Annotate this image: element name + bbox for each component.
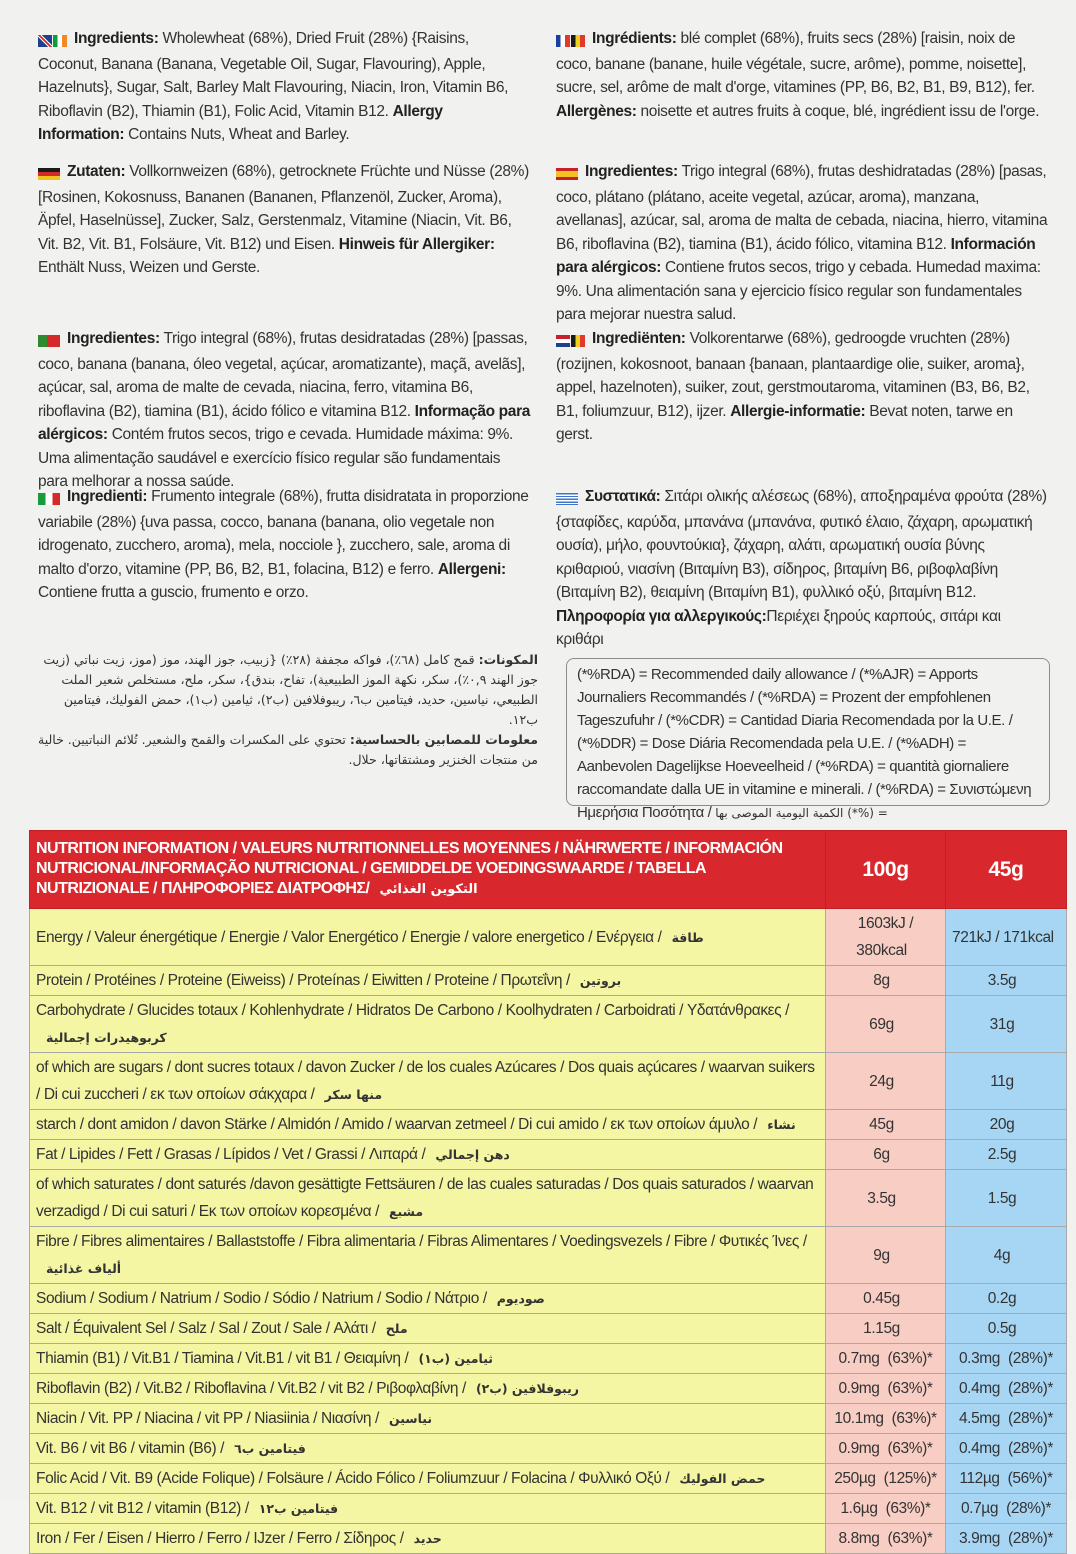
- value-45g-cell: [946, 909, 1067, 966]
- ingredients-text-el: Σιτάρι ολικής αλέσεως (68%), αποξηραμένα φρούτα (28%) {σταφίδες, καρύδα, μπανάνα (μπανάνα, φυτικό έλαιο, ζάχαρη, αρωματική ουσία), μήλο, φουντούκια}, ζάχαρη, αλάτι, αρωματική ουσία βύνης κριθαριού, νιασίνη (Βιταμίνη B3), σίδηρος, βιταμίνη B6, ριβοφλαβίνη (Βιταμίνη B2), θειαμίνη (Βιταμίνη B1), φυλλικό οξύ, βιταμίνη B12.: [556, 488, 1047, 601]
- allergy-text-es: Contiene frutos secos, trigo y cebada. Humedad maxima: 9%. Una alimentación sana y ejercicio físico regular son fundamentales para mejorar nuestra salud.: [556, 259, 1041, 323]
- value-100g: 0.9mg: [838, 1440, 880, 1457]
- nutrient-label: Riboflavin (B2) / Vit.B2 / Riboflavina / Vit.B2 / vit B2 / Ριβοφλαβίνη /: [36, 1380, 466, 1397]
- ingredients-heading-el: Συστατικά:: [585, 488, 661, 505]
- nutrient-label-cell: [30, 1344, 826, 1374]
- rda-100g: (63%)*: [887, 1530, 933, 1547]
- nutrient-label-cell: [30, 1524, 826, 1554]
- value-100g-cell: [826, 1434, 946, 1464]
- value-100g-cell: [826, 1464, 946, 1494]
- value-45g: 112µg: [959, 1470, 1000, 1487]
- rda-45g: (28%)*: [1008, 1530, 1054, 1547]
- value-45g: 0.4mg: [958, 1380, 1001, 1397]
- nutrition-table: [29, 830, 1067, 1554]
- nutrient-label: Fat / Lipides / Fett / Grasas / Lípidos / Vet / Grassi / Λιπαρά /: [36, 1146, 426, 1163]
- allergy-heading-de: Hinweis für Allergiker:: [338, 235, 495, 253]
- value-45g-cell: [946, 1284, 1067, 1314]
- value-45g: 0.5g: [987, 1320, 1017, 1337]
- value-45g: 0.3mg: [958, 1350, 1001, 1367]
- nutrient-label: Energy / Valeur énergétique / Energie / Valor Energético / Energie / valore energetico / Ενέργεια /: [36, 928, 662, 946]
- value-100g-cell: [826, 1227, 946, 1284]
- allergy-text-en: Contains Nuts, Wheat and Barley.: [124, 126, 350, 143]
- nutrition-header-text: NUTRITION INFORMATION / VALEURS NUTRITIONNELLES MOYENNES / NÄHRWERTE / INFORMACIÓN NUTRICIONAL/INFORMAÇÃO NUTRICIONAL / GEMIDDELDE VOEDINGSWAARDE / TABELLA NUTRIZIONALE / ΠΛΗΡΟΦΟΡΙΕΣ ΔΙΑΤΡΟΦΗΣ/: [36, 840, 783, 897]
- value-100g: 8g: [873, 972, 890, 989]
- allergy-text-fr: noisette et autres fruits à coque, blé, ingrédient issu de l'orge.: [636, 102, 1040, 120]
- nutrition-header-title: [30, 831, 826, 909]
- rda-45g: (28%)*: [1008, 1440, 1054, 1457]
- ingredients-heading-nl: Ingrediënten:: [592, 330, 686, 347]
- nutrient-label: Iron / Fer / Eisen / Hierro / Ferro / IJzer / Ferro / Σίδηρος /: [36, 1530, 404, 1547]
- rda-45g: (28%)*: [1008, 1350, 1054, 1367]
- allergy-heading-fr: Allergènes:: [556, 102, 637, 120]
- ingredients-spanish: [556, 160, 1052, 327]
- nutrient-label-arabic: ألياف غذائية: [46, 1261, 122, 1276]
- nutrient-label-cell: [30, 1434, 826, 1464]
- nutrient-label-arabic: ثيامين (ب١): [418, 1351, 494, 1366]
- value-45g-cell: [946, 1434, 1067, 1464]
- value-100g-cell: [826, 1494, 946, 1524]
- allergy-heading-it: Allergeni:: [437, 560, 506, 578]
- nutrient-label-cell: [30, 1227, 826, 1284]
- ingredients-text-es: Trigo integral (68%), frutas deshidratadas (28%) [pasas, coco, plátano (plátano, aceite vegetal, azúcar, aroma), manzana, avellanas], azúcar, sal, aroma de malta de cebada, niacina, hierro, vitamina B6, riboflavina (B2), tiamina (B1), ácido fólico, vitamina B12.: [556, 163, 1048, 253]
- spain-flag-icon: [556, 162, 579, 186]
- value-45g-cell: [946, 1374, 1067, 1404]
- value-100g: 250µg: [834, 1470, 876, 1487]
- value-100g-cell: [826, 1344, 946, 1374]
- value-45g-cell: [946, 1170, 1067, 1227]
- nutrient-label-cell: [30, 1404, 826, 1434]
- value-45g-cell: [946, 1464, 1067, 1494]
- allergy-text-nl: Bevat noten, tarwe en gerst.: [556, 402, 1013, 443]
- ingredients-heading-fr: Ingrédients:: [592, 30, 677, 47]
- nutrient-label-cell: [30, 909, 826, 966]
- value-45g: 0.2g: [987, 1290, 1017, 1307]
- value-100g: 10.1mg: [834, 1410, 884, 1427]
- nutrient-label-cell: [30, 1140, 826, 1170]
- value-100g-cell: [826, 966, 946, 996]
- table-row: [30, 1344, 1067, 1374]
- greece-flag-icon: [556, 487, 579, 511]
- allergy-text-it: Contiene frutta a guscio, frumento e orzo.: [38, 584, 309, 601]
- value-100g: 1603kJ / 380kcal: [856, 915, 914, 959]
- value-45g-cell: [946, 1110, 1067, 1140]
- value-100g: 9g: [873, 1246, 890, 1264]
- ingredients-text-de: Vollkornweizen (68%), getrocknete Früchte und Nüsse (28%) [Rosinen, Kokosnuss, Bananen (Bananen, Pflanzenöl, Zucker, Aroma), Äpfel, Haselnüsse], Zucker, Salz, Gerstenmalz, Vitamine (Niacin, Vit. B6, Vit. B2, Vit. B1, Folsäure, Vit. B12) und Eisen.: [38, 163, 529, 253]
- rda-100g: (63%)*: [885, 1500, 931, 1517]
- value-100g-cell: [826, 1404, 946, 1434]
- value-45g: 31g: [989, 1015, 1015, 1033]
- portugal-flag-icon: [38, 329, 61, 353]
- nutrient-label-cell: [30, 1284, 826, 1314]
- value-100g: 6g: [873, 1146, 890, 1163]
- table-row: [30, 1524, 1067, 1554]
- allergy-text-ar: تحتوي على المكسرات والقمح والشعير. تُلائم النباتيين. خالية من منتجات الخنزير ومشتقاتها، حلال.: [38, 732, 538, 767]
- table-row: [30, 1170, 1067, 1227]
- value-45g: 2.5g: [987, 1146, 1017, 1163]
- value-45g: 721kJ / 171kcal: [952, 928, 1054, 946]
- nutrient-label: of which are sugars / dont sucres totaux / davon Zucker / de los cuales Azúcares / Dos quais açúcares / waarvan suikers / Di cui zuccheri / εκ των οποίων σάκχαρα /: [36, 1059, 815, 1103]
- nutrient-label-arabic: فيتامين ب٦: [234, 1441, 306, 1456]
- italy-flag-icon: [38, 487, 61, 511]
- allergy-text-de: Enthält Nuss, Weizen und Gerste.: [38, 259, 260, 276]
- nutrient-label-arabic: طاقة: [671, 929, 704, 945]
- nutrient-label-arabic: دهن إجمالي: [435, 1147, 510, 1162]
- nutrient-label-cell: [30, 1494, 826, 1524]
- nutrient-label-arabic: صوديوم: [496, 1291, 545, 1306]
- value-45g-cell: [946, 996, 1067, 1053]
- allergy-heading-nl: Allergie-informatie:: [730, 402, 866, 420]
- allergy-heading-el: Πληροφορία για αλλεργικούς:: [556, 607, 767, 625]
- value-100g: 8.8mg: [838, 1530, 880, 1547]
- table-row: [30, 1464, 1067, 1494]
- nutrient-label: Thiamin (B1) / Vit.B1 / Tiamina / Vit.B1 / vit B1 / Θειαμίνη /: [36, 1350, 409, 1367]
- value-45g: 20g: [989, 1116, 1015, 1133]
- table-row: [30, 909, 1067, 966]
- value-45g: 1.5g: [987, 1189, 1017, 1207]
- value-45g: 3.9mg: [958, 1530, 1001, 1547]
- table-row: [30, 1227, 1067, 1284]
- france-belgium-flag-icon: [556, 29, 586, 53]
- column-header-100g: 100g: [826, 831, 946, 909]
- nutrient-label-cell: [30, 1374, 826, 1404]
- ingredients-french: [556, 27, 1052, 123]
- rda-45g: (28%)*: [1006, 1500, 1052, 1517]
- rda-100g: (125%)*: [883, 1470, 937, 1487]
- nutrient-label-arabic: حمض الفوليك: [679, 1471, 766, 1486]
- value-45g: 0.7µg: [960, 1500, 999, 1517]
- ingredients-text-it: Frumento integrale (68%), frutta disidratata in proporzione variabile (28%) {uva passa, cocco, banana (banana, olio vegetale non idrogenato, zucchero, aroma), mela, nocciole }, zucchero, sale, aroma di malto d'orzo, vitamine (PP, B6, B2, B1, folacina, B12) e ferro.: [38, 488, 529, 578]
- nutrient-label: Fibre / Fibres alimentaires / Ballaststoffe / Fibra alimentaria / Fibras Alimentares / Voedingsvezels / Fibre / Φυτικές Ίνες /: [36, 1233, 807, 1250]
- nutrient-label: Vit. B6 / vit B6 / vitamin (B6) /: [36, 1440, 225, 1457]
- value-100g-cell: [826, 1524, 946, 1554]
- nutrient-label: Vit. B12 / vit B12 / vitamin (B12) /: [36, 1500, 249, 1517]
- nutrient-label-arabic: ريبوفلافين (ب٢): [475, 1381, 579, 1396]
- nutrient-label-cell: [30, 1110, 826, 1140]
- ingredients-portuguese: [38, 327, 532, 494]
- value-45g-cell: [946, 966, 1067, 996]
- table-row: [30, 1404, 1067, 1434]
- allergy-heading-en: Allergy Information:: [38, 102, 443, 143]
- ingredients-text-ar: قمح كامل (٦٨٪)، فواكه مجففة (٢٨٪) {زبيب، جوز الهند، موز (موز، زيت نباتي (زيت جوز الهند ٠,٩٪)، سكر، نكهة الموز الطبيعية)، تفاح، بندق}، سكر، ملح، مستخلص شعير الملت الطبيعي، نياسين، حديد، فيتامين ب٦، ريبوفلافين (ب٢)، ثيامين (ب١)، حمض الفوليك، فيتامين ب١٢.: [43, 652, 538, 727]
- value-100g-cell: [826, 1374, 946, 1404]
- value-100g-cell: [826, 1053, 946, 1110]
- ingredients-italian: [38, 485, 532, 605]
- uk-flag-icon: [38, 29, 68, 53]
- nutrition-header-arabic: التكوين الغذائي: [379, 882, 478, 897]
- table-row: [30, 1314, 1067, 1344]
- nutrient-label: Protein / Protéines / Proteine (Eiweiss) / Proteínas / Eiwitten / Proteine / Πρωτεΐνη /: [36, 972, 570, 989]
- allergy-heading-pt: Informação para alérgicos:: [38, 402, 531, 443]
- ingredients-english: [38, 27, 532, 147]
- ingredients-arabic: [38, 650, 538, 770]
- table-row: [30, 1140, 1067, 1170]
- value-45g: 11g: [990, 1072, 1014, 1090]
- allergy-text-pt: Contém frutos secos, trigo e cevada. Humidade máxima: 9%. Uma alimentação saudável e exercício físico regular são fundamentais para melhorar a nossa saúde.: [38, 426, 514, 490]
- ingredients-heading-pt: Ingredientes:: [67, 330, 160, 347]
- value-100g-cell: [826, 1170, 946, 1227]
- ingredients-text-nl: Volkorentarwe (68%), gedroogde vruchten (28%) (rozijnen, kokosnoot, banaan {banaan, plantaardige olie, suiker, aroma}, appel, hazelnoten), suiker, zout, gerstmoutaroma, vitaminen (B3, B6, B2, B1, foliumzuur, B12), ijzer.: [556, 330, 1030, 420]
- ingredients-dutch: [556, 327, 1052, 447]
- table-row: [30, 1053, 1067, 1110]
- rda-45g: (56%)*: [1007, 1470, 1053, 1487]
- value-100g: 0.45g: [863, 1290, 900, 1307]
- value-45g-cell: [946, 1140, 1067, 1170]
- ingredients-text-pt: Trigo integral (68%), frutas desidratadas (28%) [passas, coco, banana (banana, óleo vegetal, açúcar, aromatizante), maçã, avelãs], açúcar, sal, aroma de malte de cevada, niacina, ferro, vitamina B6, riboflavina (B2), tiamina (B1), ácido fólico e vitamina B12.: [38, 330, 528, 420]
- nutrient-label: of which saturates / dont saturés /davon gesättigte Fettsäuren / de las cuales saturadas / Dos quais saturados / waarvan verzadigd / Di cui saturi / Εκ των οποίων κορεσμένα /: [36, 1176, 814, 1220]
- value-100g-cell: [826, 1140, 946, 1170]
- nutrient-label-cell: [30, 966, 826, 996]
- value-100g: 3.5g: [867, 1189, 896, 1207]
- nutrient-label: Carbohydrate / Glucides totaux / Kohlenhydrate / Hidratos De Carbono / Koolhydraten / Carboidrati / Υδατάνθρακες /: [36, 1002, 790, 1019]
- table-row: [30, 966, 1067, 996]
- table-row: [30, 1110, 1067, 1140]
- value-100g-cell: [826, 1110, 946, 1140]
- rda-note-box: [566, 658, 1050, 821]
- ingredients-heading-en: Ingredients:: [74, 30, 159, 47]
- value-45g-cell: [946, 1314, 1067, 1344]
- table-row: [30, 996, 1067, 1053]
- rda-100g: (63%)*: [887, 1380, 933, 1397]
- value-100g: 0.7mg: [838, 1350, 880, 1367]
- ingredients-text-en: Wholewheat (68%), Dried Fruit (28%) {Raisins, Coconut, Banana (Banana, Vegetable Oil, Sugar, Flavouring), Apple, Hazelnuts}, Sugar, Salt, Barley Malt Flavouring, Niacin, Iron, Vitamin B6, Riboflavin (B2), Thiamin (B1), Folic Acid, Vitamin B12.: [38, 30, 509, 120]
- value-45g-cell: [946, 1404, 1067, 1434]
- nutrient-label: Sodium / Sodium / Natrium / Sodio / Sódio / Natrium / Sodio / Νάτριο /: [36, 1290, 487, 1307]
- rda-100g: (63%)*: [891, 1410, 937, 1427]
- value-100g: 24g: [869, 1072, 894, 1090]
- table-row: [30, 1434, 1067, 1464]
- nutrient-label: Folic Acid / Vit. B9 (Acide Folique) / Folsäure / Ácido Fólico / Foliumzuur / Folacina / Φυλλικό Οξύ /: [36, 1470, 670, 1487]
- allergy-text-el: Περιέχει ξηρούς καρπούς, σιτάρι και κριθάρι: [556, 607, 1001, 648]
- nutrient-label-cell: [30, 1170, 826, 1227]
- nutrient-label-arabic: منها سكر: [324, 1087, 383, 1102]
- rda-100g: (63%)*: [887, 1350, 933, 1367]
- table-row: [30, 1284, 1067, 1314]
- rda-100g: (63%)*: [887, 1440, 933, 1457]
- value-45g-cell: [946, 1053, 1067, 1110]
- column-header-45g: 45g: [946, 831, 1067, 909]
- germany-flag-icon: [38, 162, 61, 186]
- ingredients-heading-de: Zutaten:: [67, 163, 126, 180]
- value-45g: 0.4mg: [958, 1440, 1001, 1457]
- nutrient-label-arabic: نياسين: [388, 1411, 433, 1426]
- nutrient-label: Salt / Équivalent Sel / Salz / Sal / Zout / Sale / Αλάτι /: [36, 1320, 376, 1337]
- allergy-heading-es: Información para alérgicos:: [556, 235, 1036, 276]
- value-45g: 4g: [993, 1246, 1011, 1264]
- nutrient-label-arabic: كربوهيدرات إجمالية: [46, 1030, 167, 1045]
- nutrient-label-arabic: بروتين: [579, 973, 622, 988]
- nutrient-label-cell: [30, 1314, 826, 1344]
- nutrient-label-cell: [30, 1464, 826, 1494]
- nutrient-label: starch / dont amidon / davon Stärke / Almidón / Amido / waarvan zetmeel / Di cui amido / εκ των οποίων άμυλο /: [36, 1116, 758, 1133]
- value-45g: 4.5mg: [958, 1410, 1001, 1427]
- netherlands-belgium-flag-icon: [556, 329, 586, 353]
- value-100g: 0.9mg: [838, 1380, 880, 1397]
- value-100g: 69g: [869, 1015, 894, 1033]
- nutrient-label-cell: [30, 996, 826, 1053]
- value-45g: 3.5g: [987, 972, 1017, 989]
- value-100g-cell: [826, 996, 946, 1053]
- nutrient-label-cell: [30, 1053, 826, 1110]
- value-100g: 1.6µg: [840, 1500, 878, 1517]
- nutrient-label: Niacin / Vit. PP / Niacina / vit PP / Niasiinia / Νιασίνη /: [36, 1410, 379, 1427]
- value-100g-cell: [826, 1284, 946, 1314]
- value-100g-cell: [826, 1314, 946, 1344]
- ingredients-text-fr: blé complet (68%), fruits secs (28%) [raisin, noix de coco, banane (banane, huile végétale, sucre, arôme), pomme, noisette], sucre, sel, arôme de malt d'orge, vitamines (PP, B6, B2, B1, B9, B12), fer.: [556, 30, 1035, 96]
- value-45g-cell: [946, 1524, 1067, 1554]
- ingredients-heading-es: Ingredientes:: [585, 163, 678, 180]
- ingredients-heading-it: Ingredienti:: [67, 488, 148, 505]
- value-45g-cell: [946, 1227, 1067, 1284]
- value-45g-cell: [946, 1344, 1067, 1374]
- nutrient-label-arabic: فيتامين ب١٢: [258, 1501, 339, 1516]
- rda-note-text: (*%RDA) = Recommended daily allowance / (*%AJR) = Apports Journaliers Recommandés / (*%RDA) = Prozent der empfohlenen Tageszufuhr / (*%CDR) = Cantidad Diaria Recomendada por la U.E. / (*%DDR) = Dose Diária Recomendada pela U.E. / (*%ADH) = Aanbevolen Dagelijkse Hoeveelheid / (*%RDA) = quantità giornaliere raccomandate dalla UE in vitamine e minerali. / (*%RDA) = Συνιστώμενη Ημερήσια Ποσότητα /: [577, 666, 1032, 821]
- nutrient-label-arabic: مشبع: [389, 1204, 424, 1219]
- value-100g: 45g: [869, 1116, 894, 1133]
- value-100g-cell: [826, 909, 946, 966]
- ingredients-greek: [556, 485, 1052, 652]
- nutrient-label-arabic: حديد: [413, 1531, 442, 1546]
- nutrition-header-row: [30, 831, 1067, 909]
- allergy-heading-ar: معلومات للمصابين بالحساسية:: [349, 732, 538, 747]
- table-row: [30, 1374, 1067, 1404]
- value-100g: 1.15g: [863, 1320, 900, 1337]
- nutrient-label-arabic: ملح: [385, 1321, 408, 1336]
- rda-note-arabic: الكمية اليومية الموصى بها (*%) =: [715, 806, 888, 820]
- ingredients-german: [38, 160, 532, 280]
- value-45g-cell: [946, 1494, 1067, 1524]
- table-row: [30, 1494, 1067, 1524]
- rda-45g: (28%)*: [1008, 1410, 1054, 1427]
- rda-45g: (28%)*: [1008, 1380, 1054, 1397]
- nutrient-label-arabic: نشاء: [767, 1117, 796, 1132]
- ingredients-heading-ar: المكونات:: [478, 652, 538, 667]
